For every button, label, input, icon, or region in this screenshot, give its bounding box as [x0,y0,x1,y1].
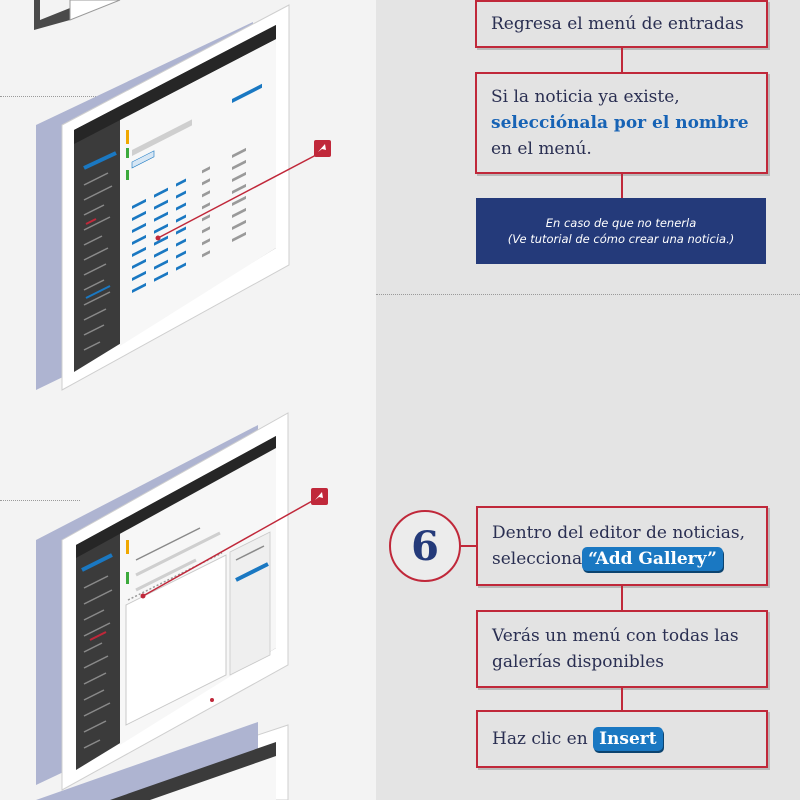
flow-connector [621,174,623,198]
step-text: Dentro del editor de noticias, [492,523,746,543]
monitor-top-partial [34,0,120,30]
step-text: Verás un menú con todas las [492,626,739,646]
note-box [476,198,766,264]
flow-connector [461,545,477,547]
step-text: en el menú. [491,139,592,159]
monitor-posts-list [36,5,289,390]
step-add-gallery [476,506,768,586]
step-number: 6 [411,522,439,570]
step-text: Haz clic en [492,729,588,749]
step-text: galerías disponibles [492,652,664,672]
step-number-badge [389,510,461,582]
flow-connector [621,48,623,72]
step-galleries-menu [476,610,768,688]
insert-button[interactable]: Insert [593,727,663,751]
flow-connector [621,586,623,610]
step-text: selecciona [492,549,583,569]
step-select-by-name [475,72,768,174]
flow-connector [621,688,623,710]
add-gallery-button[interactable]: “Add Gallery” [582,547,723,571]
step-text: Si la noticia ya existe, [491,87,680,107]
note-line: En caso de que no tenerla [545,216,697,230]
step-highlight: selecciónala por el nombre [491,113,749,133]
note-line: (Ve tutorial de cómo crear una noticia.) [507,232,735,246]
step-text: Regresa el menú de entradas [491,14,744,34]
step-back-to-entries [475,0,768,48]
step-insert [476,710,768,768]
